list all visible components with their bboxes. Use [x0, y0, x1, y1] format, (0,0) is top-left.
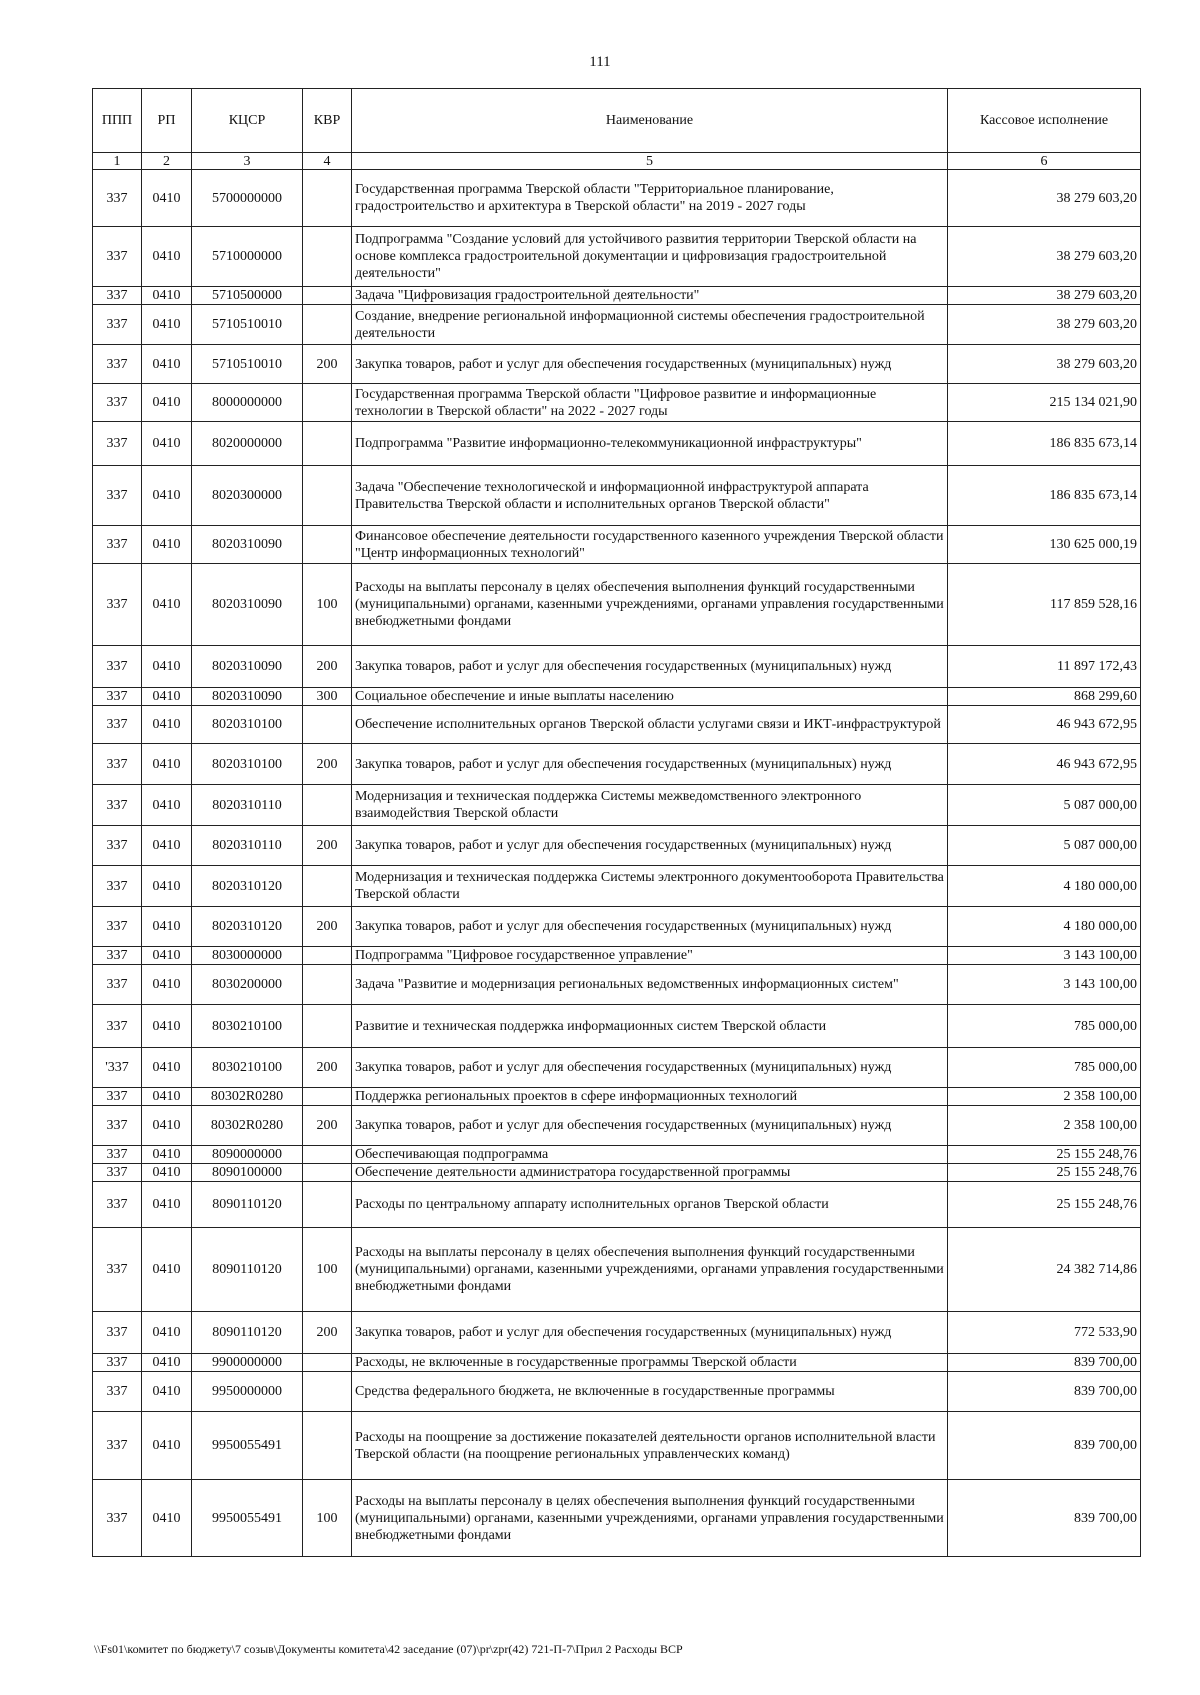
- cell-ppp: 337: [93, 785, 142, 826]
- cell-kvr: [303, 170, 352, 227]
- cell-ppp: 337: [93, 826, 142, 866]
- cell-rp: 0410: [142, 466, 192, 526]
- cell-amount: 186 835 673,14: [948, 466, 1141, 526]
- cell-name: Расходы на выплаты персоналу в целях обеспечения выполнения функций государственными (муниципальными) органами, казенными учреждениями, органами управления государственными внебюджетными фондами: [352, 1228, 948, 1312]
- cell-amount: 117 859 528,16: [948, 564, 1141, 646]
- cell-kvr: 100: [303, 1228, 352, 1312]
- cell-amount: 839 700,00: [948, 1480, 1141, 1557]
- cell-kcsr: 8020310110: [192, 785, 303, 826]
- column-number: 6: [948, 153, 1141, 170]
- column-header-ppp: ППП: [93, 89, 142, 153]
- cell-name: Государственная программа Тверской области "Цифровое развитие и информационные технологии в Тверской области" на 2022 - 2027 годы: [352, 384, 948, 422]
- cell-ppp: 337: [93, 744, 142, 785]
- cell-rp: 0410: [142, 947, 192, 965]
- table-row: [93, 466, 1141, 526]
- cell-name: Подпрограмма "Развитие информационно-телекоммуникационной инфраструктуры": [352, 422, 948, 466]
- cell-name: Расходы на выплаты персоналу в целях обеспечения выполнения функций государственными (муниципальными) органами, казенными учреждениями, органами управления государственными внебюджетными фондами: [352, 564, 948, 646]
- cell-name: Модернизация и техническая поддержка Системы межведомственного электронного взаимодействия Тверской области: [352, 785, 948, 826]
- cell-name: Поддержка региональных проектов в сфере информационных технологий: [352, 1088, 948, 1106]
- cell-kcsr: 9950055491: [192, 1480, 303, 1557]
- cell-rp: 0410: [142, 1164, 192, 1182]
- table-row: [93, 1480, 1141, 1557]
- cell-rp: 0410: [142, 526, 192, 564]
- cell-rp: 0410: [142, 422, 192, 466]
- cell-kvr: [303, 1088, 352, 1106]
- cell-name: Задача "Цифровизация градостроительной деятельности": [352, 287, 948, 305]
- cell-ppp: 337: [93, 907, 142, 947]
- footer-file-path: \\Fs01\комитет по бюджету\7 созыв\Документы комитета\42 заседание (07)\pr\zpr(42) 721-П-7\Прил 2 Расходы ВСР: [94, 1642, 683, 1656]
- cell-amount: 130 625 000,19: [948, 526, 1141, 564]
- table-row: [93, 866, 1141, 907]
- cell-kcsr: 8000000000: [192, 384, 303, 422]
- cell-amount: 785 000,00: [948, 1005, 1141, 1048]
- cell-ppp: 337: [93, 422, 142, 466]
- cell-kcsr: 9950055491: [192, 1412, 303, 1480]
- cell-kcsr: 8020310090: [192, 646, 303, 688]
- cell-kvr: [303, 287, 352, 305]
- cell-ppp: 337: [93, 1312, 142, 1354]
- cell-amount: 25 155 248,76: [948, 1182, 1141, 1228]
- cell-rp: 0410: [142, 384, 192, 422]
- cell-kvr: 200: [303, 826, 352, 866]
- cell-kvr: [303, 466, 352, 526]
- cell-rp: 0410: [142, 1412, 192, 1480]
- cell-ppp: 337: [93, 947, 142, 965]
- cell-kvr: 200: [303, 1048, 352, 1088]
- cell-name: Развитие и техническая поддержка информационных систем Тверской области: [352, 1005, 948, 1048]
- table-body: [93, 170, 1141, 1557]
- cell-name: Средства федерального бюджета, не включенные в государственные программы: [352, 1372, 948, 1412]
- cell-ppp: 337: [93, 384, 142, 422]
- cell-amount: 11 897 172,43: [948, 646, 1141, 688]
- cell-kvr: [303, 1005, 352, 1048]
- table-row: [93, 1106, 1141, 1146]
- cell-amount: 868 299,60: [948, 688, 1141, 706]
- cell-kvr: 200: [303, 744, 352, 785]
- column-number: 1: [93, 153, 142, 170]
- cell-rp: 0410: [142, 1005, 192, 1048]
- cell-kvr: [303, 422, 352, 466]
- cell-name: Задача "Развитие и модернизация региональных ведомственных информационных систем": [352, 965, 948, 1005]
- table-row: [93, 564, 1141, 646]
- table-row: [93, 1228, 1141, 1312]
- cell-kcsr: 9950000000: [192, 1372, 303, 1412]
- cell-kcsr: 80302R0280: [192, 1088, 303, 1106]
- cell-ppp: 337: [93, 1005, 142, 1048]
- cell-kcsr: 8090110120: [192, 1312, 303, 1354]
- cell-kvr: [303, 526, 352, 564]
- cell-kvr: [303, 947, 352, 965]
- table-row: [93, 227, 1141, 287]
- cell-kvr: [303, 706, 352, 744]
- table-row: [93, 965, 1141, 1005]
- table-row: [93, 305, 1141, 345]
- cell-kvr: 200: [303, 1312, 352, 1354]
- cell-rp: 0410: [142, 866, 192, 907]
- cell-ppp: 337: [93, 564, 142, 646]
- cell-kvr: 100: [303, 1480, 352, 1557]
- cell-amount: 4 180 000,00: [948, 866, 1141, 907]
- table-row: [93, 1312, 1141, 1354]
- cell-rp: 0410: [142, 646, 192, 688]
- cell-amount: 215 134 021,90: [948, 384, 1141, 422]
- cell-amount: 772 533,90: [948, 1312, 1141, 1354]
- cell-kcsr: 8020310110: [192, 826, 303, 866]
- cell-amount: 186 835 673,14: [948, 422, 1141, 466]
- cell-amount: 5 087 000,00: [948, 785, 1141, 826]
- cell-amount: 839 700,00: [948, 1412, 1141, 1480]
- cell-ppp: 337: [93, 1182, 142, 1228]
- cell-rp: 0410: [142, 1182, 192, 1228]
- cell-kcsr: 8020310100: [192, 744, 303, 785]
- column-number-row: [93, 153, 1141, 170]
- cell-kcsr: 8020310120: [192, 866, 303, 907]
- cell-name: Финансовое обеспечение деятельности государственного казенного учреждения Тверской области "Центр информационных технологий": [352, 526, 948, 564]
- cell-ppp: 337: [93, 466, 142, 526]
- cell-rp: 0410: [142, 287, 192, 305]
- cell-rp: 0410: [142, 1480, 192, 1557]
- cell-rp: 0410: [142, 965, 192, 1005]
- cell-ppp: 337: [93, 1164, 142, 1182]
- table-row: [93, 345, 1141, 384]
- cell-name: Закупка товаров, работ и услуг для обеспечения государственных (муниципальных) нужд: [352, 1312, 948, 1354]
- table-row: [93, 785, 1141, 826]
- cell-name: Обеспечение исполнительных органов Тверской области услугами связи и ИКТ-инфраструктурой: [352, 706, 948, 744]
- table-row: [93, 947, 1141, 965]
- table-row: [93, 1164, 1141, 1182]
- cell-amount: 839 700,00: [948, 1354, 1141, 1372]
- cell-amount: 38 279 603,20: [948, 305, 1141, 345]
- cell-amount: 785 000,00: [948, 1048, 1141, 1088]
- cell-rp: 0410: [142, 907, 192, 947]
- column-number: 4: [303, 153, 352, 170]
- cell-ppp: 337: [93, 1480, 142, 1557]
- cell-kcsr: 5700000000: [192, 170, 303, 227]
- cell-kcsr: 8030200000: [192, 965, 303, 1005]
- cell-name: Задача "Обеспечение технологической и информационной инфраструктурой аппарата Правительства Тверской области и исполнительных органов Тверской области": [352, 466, 948, 526]
- cell-rp: 0410: [142, 785, 192, 826]
- cell-ppp: 337: [93, 1146, 142, 1164]
- cell-name: Обеспечивающая подпрограмма: [352, 1146, 948, 1164]
- cell-name: Закупка товаров, работ и услуг для обеспечения государственных (муниципальных) нужд: [352, 1106, 948, 1146]
- cell-amount: 3 143 100,00: [948, 947, 1141, 965]
- table-row: [93, 688, 1141, 706]
- cell-name: Закупка товаров, работ и услуг для обеспечения государственных (муниципальных) нужд: [352, 646, 948, 688]
- cell-name: Закупка товаров, работ и услуг для обеспечения государственных (муниципальных) нужд: [352, 1048, 948, 1088]
- cell-rp: 0410: [142, 305, 192, 345]
- cell-kvr: 200: [303, 646, 352, 688]
- cell-name: Закупка товаров, работ и услуг для обеспечения государственных (муниципальных) нужд: [352, 345, 948, 384]
- cell-amount: 839 700,00: [948, 1372, 1141, 1412]
- cell-ppp: 337: [93, 1412, 142, 1480]
- column-header-kvr: КВР: [303, 89, 352, 153]
- cell-kcsr: 8020310120: [192, 907, 303, 947]
- cell-ppp: 337: [93, 1106, 142, 1146]
- table-row: [93, 1412, 1141, 1480]
- cell-kcsr: 8090000000: [192, 1146, 303, 1164]
- cell-kcsr: 9900000000: [192, 1354, 303, 1372]
- cell-name: Расходы на поощрение за достижение показателей деятельности органов исполнительной власти Тверской области (на поощрение региональных управленческих команд): [352, 1412, 948, 1480]
- cell-kvr: [303, 965, 352, 1005]
- cell-amount: 46 943 672,95: [948, 706, 1141, 744]
- cell-kcsr: 8030000000: [192, 947, 303, 965]
- cell-amount: 4 180 000,00: [948, 907, 1141, 947]
- cell-name: Расходы по центральному аппарату исполнительных органов Тверской области: [352, 1182, 948, 1228]
- cell-kcsr: 80302R0280: [192, 1106, 303, 1146]
- cell-rp: 0410: [142, 1106, 192, 1146]
- cell-rp: 0410: [142, 706, 192, 744]
- cell-rp: 0410: [142, 1354, 192, 1372]
- cell-ppp: 337: [93, 706, 142, 744]
- cell-kvr: 300: [303, 688, 352, 706]
- cell-ppp: 337: [93, 646, 142, 688]
- cell-kcsr: 5710510010: [192, 305, 303, 345]
- cell-kvr: 200: [303, 1106, 352, 1146]
- table-row: [93, 1005, 1141, 1048]
- table-row: [93, 744, 1141, 785]
- cell-kvr: 200: [303, 907, 352, 947]
- cell-kvr: 200: [303, 345, 352, 384]
- expenditure-table: [92, 88, 1141, 1557]
- cell-rp: 0410: [142, 1048, 192, 1088]
- cell-name: Социальное обеспечение и иные выплаты населению: [352, 688, 948, 706]
- cell-ppp: 337: [93, 526, 142, 564]
- table-row: [93, 422, 1141, 466]
- cell-rp: 0410: [142, 1088, 192, 1106]
- cell-kvr: [303, 384, 352, 422]
- cell-kvr: [303, 785, 352, 826]
- cell-ppp: 337: [93, 345, 142, 384]
- cell-amount: 38 279 603,20: [948, 345, 1141, 384]
- cell-amount: 25 155 248,76: [948, 1164, 1141, 1182]
- table-row: [93, 384, 1141, 422]
- cell-amount: 2 358 100,00: [948, 1106, 1141, 1146]
- table-row: [93, 1146, 1141, 1164]
- cell-kcsr: 8030210100: [192, 1048, 303, 1088]
- cell-kcsr: 8090110120: [192, 1228, 303, 1312]
- cell-name: Подпрограмма "Цифровое государственное управление": [352, 947, 948, 965]
- page-number: 111: [589, 54, 611, 70]
- cell-name: Расходы, не включенные в государственные программы Тверской области: [352, 1354, 948, 1372]
- column-number: 3: [192, 153, 303, 170]
- cell-rp: 0410: [142, 744, 192, 785]
- cell-name: Закупка товаров, работ и услуг для обеспечения государственных (муниципальных) нужд: [352, 907, 948, 947]
- cell-ppp: 337: [93, 227, 142, 287]
- cell-ppp: 337: [93, 1088, 142, 1106]
- cell-kcsr: 5710000000: [192, 227, 303, 287]
- cell-name: Модернизация и техническая поддержка Системы электронного документооборота Правительства Тверской области: [352, 866, 948, 907]
- table-row: [93, 706, 1141, 744]
- cell-rp: 0410: [142, 170, 192, 227]
- cell-amount: 38 279 603,20: [948, 287, 1141, 305]
- cell-kvr: [303, 866, 352, 907]
- cell-ppp: 337: [93, 866, 142, 907]
- column-header-rp: РП: [142, 89, 192, 153]
- cell-kvr: [303, 227, 352, 287]
- column-header-amount: Кассовое исполнение: [948, 89, 1141, 153]
- cell-kvr: [303, 1412, 352, 1480]
- cell-kcsr: 8090100000: [192, 1164, 303, 1182]
- cell-name: Закупка товаров, работ и услуг для обеспечения государственных (муниципальных) нужд: [352, 744, 948, 785]
- cell-ppp: 337: [93, 287, 142, 305]
- table-row: [93, 826, 1141, 866]
- cell-amount: 2 358 100,00: [948, 1088, 1141, 1106]
- cell-ppp: 337: [93, 688, 142, 706]
- cell-amount: 3 143 100,00: [948, 965, 1141, 1005]
- cell-ppp: 337: [93, 170, 142, 227]
- table-row: [93, 1048, 1141, 1088]
- column-header-name: Наименование: [352, 89, 948, 153]
- cell-kcsr: 8020310090: [192, 526, 303, 564]
- cell-kcsr: 8030210100: [192, 1005, 303, 1048]
- table-row: [93, 170, 1141, 227]
- cell-ppp: 337: [93, 1228, 142, 1312]
- cell-amount: 5 087 000,00: [948, 826, 1141, 866]
- cell-name: Подпрограмма "Создание условий для устойчивого развития территории Тверской области на основе комплекса градостроительной документации и цифровизация градостроительной деятельности": [352, 227, 948, 287]
- table-row: [93, 907, 1141, 947]
- cell-kcsr: 8020310100: [192, 706, 303, 744]
- cell-amount: 46 943 672,95: [948, 744, 1141, 785]
- table-row: [93, 526, 1141, 564]
- cell-name: Создание, внедрение региональной информационной системы обеспечения градостроительной деятельности: [352, 305, 948, 345]
- cell-ppp: 337: [93, 1372, 142, 1412]
- cell-rp: 0410: [142, 1312, 192, 1354]
- cell-name: Государственная программа Тверской области "Территориальное планирование, градостроительство и архитектура в Тверской области" на 2019 - 2027 годы: [352, 170, 948, 227]
- cell-rp: 0410: [142, 688, 192, 706]
- cell-kcsr: 8020300000: [192, 466, 303, 526]
- cell-kcsr: 8020000000: [192, 422, 303, 466]
- column-header-kcsr: КЦСР: [192, 89, 303, 153]
- cell-rp: 0410: [142, 345, 192, 384]
- table-row: [93, 1182, 1141, 1228]
- table-row: [93, 287, 1141, 305]
- table-header-row: [93, 89, 1141, 153]
- cell-rp: 0410: [142, 1372, 192, 1412]
- cell-kcsr: 8020310090: [192, 564, 303, 646]
- cell-kvr: [303, 1182, 352, 1228]
- table-row: [93, 646, 1141, 688]
- cell-kvr: [303, 1164, 352, 1182]
- cell-kvr: [303, 1146, 352, 1164]
- cell-name: Закупка товаров, работ и услуг для обеспечения государственных (муниципальных) нужд: [352, 826, 948, 866]
- cell-rp: 0410: [142, 1146, 192, 1164]
- cell-rp: 0410: [142, 826, 192, 866]
- column-number: 5: [352, 153, 948, 170]
- cell-amount: 38 279 603,20: [948, 170, 1141, 227]
- cell-kcsr: 5710500000: [192, 287, 303, 305]
- cell-rp: 0410: [142, 1228, 192, 1312]
- column-number: 2: [142, 153, 192, 170]
- table-row: [93, 1088, 1141, 1106]
- cell-amount: 38 279 603,20: [948, 227, 1141, 287]
- cell-ppp: 337: [93, 965, 142, 1005]
- table-row: [93, 1354, 1141, 1372]
- cell-name: Расходы на выплаты персоналу в целях обеспечения выполнения функций государственными (муниципальными) органами, казенными учреждениями, органами управления государственными внебюджетными фондами: [352, 1480, 948, 1557]
- cell-kcsr: 8020310090: [192, 688, 303, 706]
- cell-kcsr: 5710510010: [192, 345, 303, 384]
- cell-ppp: 337: [93, 1354, 142, 1372]
- cell-name: Обеспечение деятельности администратора государственной программы: [352, 1164, 948, 1182]
- cell-ppp: '337: [93, 1048, 142, 1088]
- cell-kcsr: 8090110120: [192, 1182, 303, 1228]
- cell-amount: 25 155 248,76: [948, 1146, 1141, 1164]
- cell-rp: 0410: [142, 564, 192, 646]
- cell-kvr: 100: [303, 564, 352, 646]
- table-row: [93, 1372, 1141, 1412]
- cell-kvr: [303, 1372, 352, 1412]
- cell-kvr: [303, 1354, 352, 1372]
- cell-rp: 0410: [142, 227, 192, 287]
- cell-amount: 24 382 714,86: [948, 1228, 1141, 1312]
- cell-kvr: [303, 305, 352, 345]
- cell-ppp: 337: [93, 305, 142, 345]
